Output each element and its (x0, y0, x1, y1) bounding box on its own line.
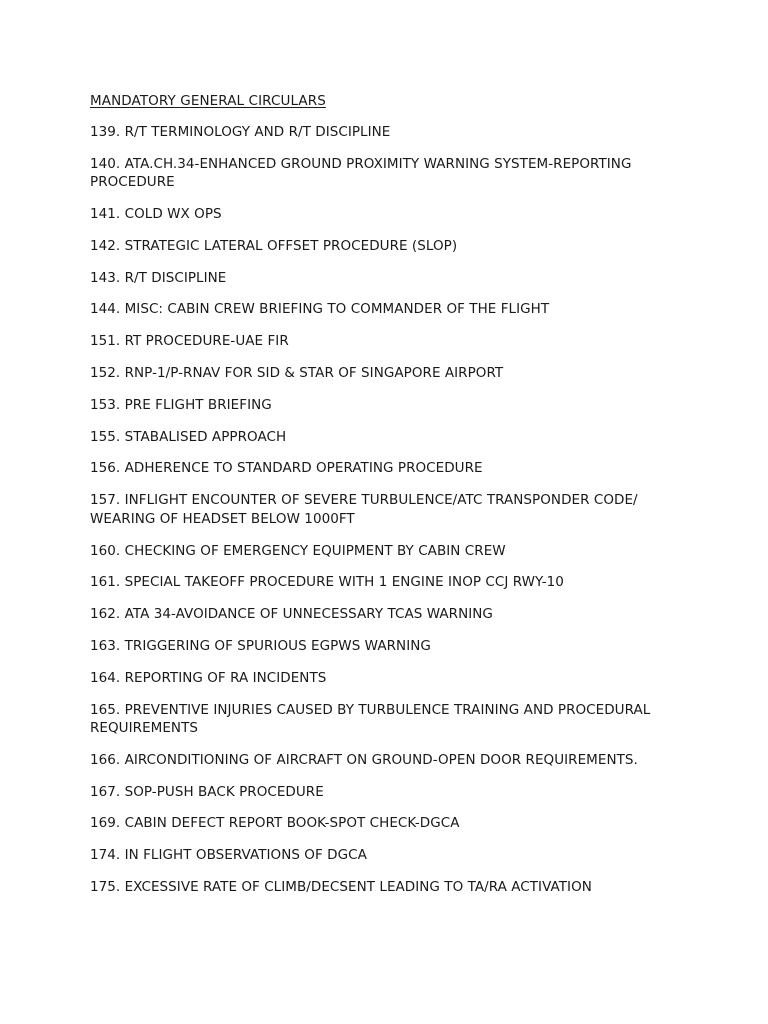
list-item: 139. R/T TERMINOLOGY AND R/T DISCIPLINE (90, 124, 391, 140)
list-item: 152. RNP-1/P-RNAV FOR SID & STAR OF SINGAPORE AIRPORT (90, 365, 504, 382)
list-item: 140. ATA.CH.34-ENHANCED GROUND PROXIMITY WARNING SYSTEM-REPORTING PROCEDURE (90, 155, 632, 191)
list-item: 153. PRE FLIGHT BRIEFING (90, 396, 272, 413)
document-content (90, 92, 680, 910)
list-item: 169. CABIN DEFECT REPORT BOOK-SPOT CHECK-DGCA (90, 815, 460, 832)
list-item: 163. TRIGGERING OF SPURIOUS EGPWS WARNING (90, 637, 431, 654)
document-title: MANDATORY GENERAL CIRCULARS (90, 93, 326, 109)
circular-list (90, 123, 680, 897)
list-item: 166. AIRCONDITIONING OF AIRCRAFT ON GROUND-OPEN DOOR REQUIREMENTS. (90, 751, 638, 768)
list-item: 167. SOP-PUSH BACK PROCEDURE (90, 783, 324, 800)
list-item: 174. IN FLIGHT OBSERVATIONS OF DGCA (90, 847, 367, 864)
list-item: 151. RT PROCEDURE-UAE FIR (90, 333, 289, 350)
list-item: 164. REPORTING OF RA INCIDENTS (90, 669, 327, 686)
list-item: 156. ADHERENCE TO STANDARD OPERATING PROCEDURE (90, 460, 483, 477)
list-item: 144. MISC: CABIN CREW BRIEFING TO COMMANDER OF THE FLIGHT (90, 301, 550, 318)
list-item: 142. STRATEGIC LATERAL OFFSET PROCEDURE (SLOP) (90, 237, 458, 254)
list-item: 155. STABALISED APPROACH (90, 428, 287, 445)
list-item: 175. EXCESSIVE RATE OF CLIMB/DECSENT LEADING TO TA/RA ACTIVATION (90, 879, 592, 896)
list-item: 161. SPECIAL TAKEOFF PROCEDURE WITH 1 ENGINE INOP CCJ RWY-10 (90, 574, 564, 591)
list-item: 157. INFLIGHT ENCOUNTER OF SEVERE TURBULENCE/ATC TRANSPONDER CODE/ WEARING OF HEADSET BELOW 1000FT (90, 492, 638, 527)
list-item: 143. R/T DISCIPLINE (90, 269, 227, 286)
list-item: 165. PREVENTIVE INJURIES CAUSED BY TURBULENCE TRAINING AND PROCEDURAL REQUIREMENTS (90, 701, 651, 737)
list-item: 162. ATA 34-AVOIDANCE OF UNNECESSARY TCAS WARNING (90, 606, 493, 623)
list-item: 141. COLD WX OPS (90, 206, 222, 223)
list-item: 160. CHECKING OF EMERGENCY EQUIPMENT BY CABIN CREW (90, 542, 506, 559)
